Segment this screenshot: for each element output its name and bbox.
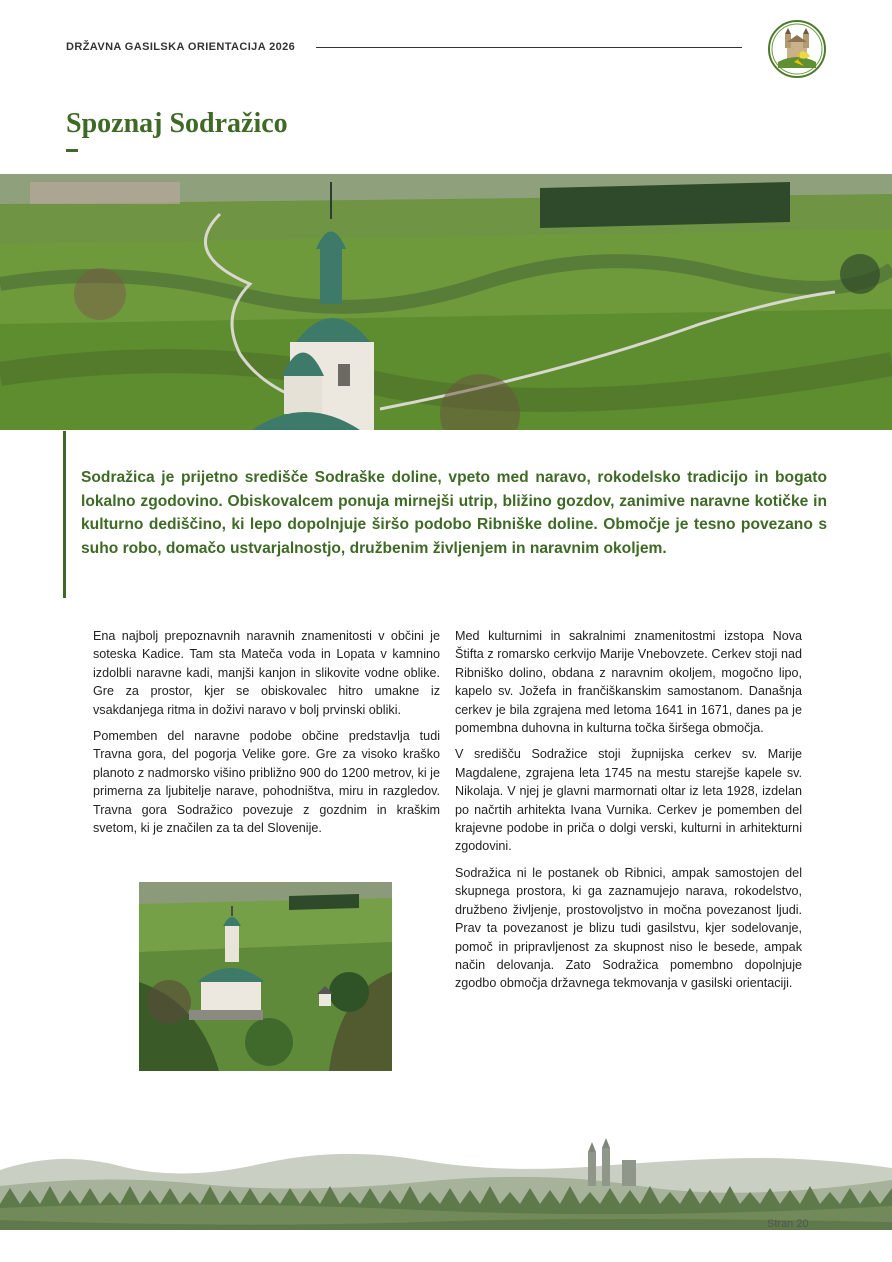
church-aerial-photo	[139, 882, 392, 1071]
header-title: DRŽAVNA GASILSKA ORIENTACIJA 2026	[66, 41, 296, 53]
left-paragraph-1: Ena najbolj prepoznavnih naravnih znamenitosti v občini je soteska Kadice. Tam sta Mateča voda in Lopata v kamnino izdolbli naravne kadi, manjši kanjon in slikovite vodne oblike. Gre za prostor, kjer se obiskovalec hitro umakne iz vsakdanjega ritma in doživi naravo v bolj prvinski obliki.	[93, 629, 440, 717]
right-column	[455, 627, 802, 1001]
left-paragraph-2: Pomemben del naravne podobe občine predstavlja tudi Travna gora, del pogorja Velike gore. Gre za visoko kraško planoto z nadmorsko višino približno 900 do 1200 metrov, ki je primerna za ljubitelje narave, pohodništva, miru in razgledov. Travna gora Sodražico povezuje z gozdnim in kraškim svetom, ki je značilen za ta del Slovenije.	[93, 729, 440, 836]
forest-landscape-icon	[0, 1130, 892, 1230]
landscape-church-photo	[0, 174, 892, 430]
page-title: Spoznaj Sodražico	[66, 108, 288, 139]
page-number: Stran 20	[767, 1218, 809, 1230]
church-emblem-icon	[768, 20, 826, 78]
right-paragraph-1: Med kulturnimi in sakralnimi znamenitostmi izstopa Nova Štifta z romarsko cerkvijo Marije Vnebovzete. Cerkev stoji nad Ribniško dolino, obdana z naravnim okoljem, mogočno lipo, kapelo sv. Jožefa in frančiškanskim samostanom. Današnja cerkev je bila zgrajena med letoma 1641 in 1671, danes pa je pomembna duhovna in kulturna točka širšega območja.	[455, 629, 802, 736]
right-paragraph-2: V središču Sodražice stoji župnijska cerkev sv. Marije Magdalene, zgrajena leta 1745 na mestu starejše kapele sv. Nikolaja. V njej je glavni marmornati oltar iz leta 1928, izdelan po načrtih arhitekta Ivana Vurnika. Cerkev je pomemben del krajevne podobe in priča o dolgi verski, kulturni in arhitekturni zgodovini.	[455, 747, 802, 854]
title-accent-dash	[66, 149, 78, 152]
intro-paragraph: Sodražica je prijetno središče Sodraške doline, vpeto med naravo, rokodelsko tradicijo in bogato lokalno zgodovino. Obiskovalcem ponuja mirnejši utrip, bližino gozdov, zanimive naravne kotičke in kulturno dediščino, ki lepo dopolnjuje širšo podobo Ribniške doline. Območje je tesno povezano s suho robo, domačo ustvarjalnostjo, družbenim življenjem in naravnim okoljem.	[81, 469, 827, 557]
right-paragraph-3: Sodražica ni le postanek ob Ribnici, ampak samostojen del skupnega prostora, ki ga zaznamujejo narava, rokodelstvo, družbeno življenje, prostovoljstvo in močna povezanost ljudi. Prav ta povezanost je blizu tudi gasilstvu, kjer sodelovanje, pomoč in pripravljenost za skupnost niso le besede, ampak način delovanja. Zato Sodražica pomembno dopolnjuje zgodbo območja državnega tekmovanja v gasilski orientaciji.	[455, 865, 802, 991]
intro-accent-bar	[63, 431, 66, 598]
left-column	[93, 627, 440, 845]
header-divider	[316, 47, 742, 48]
